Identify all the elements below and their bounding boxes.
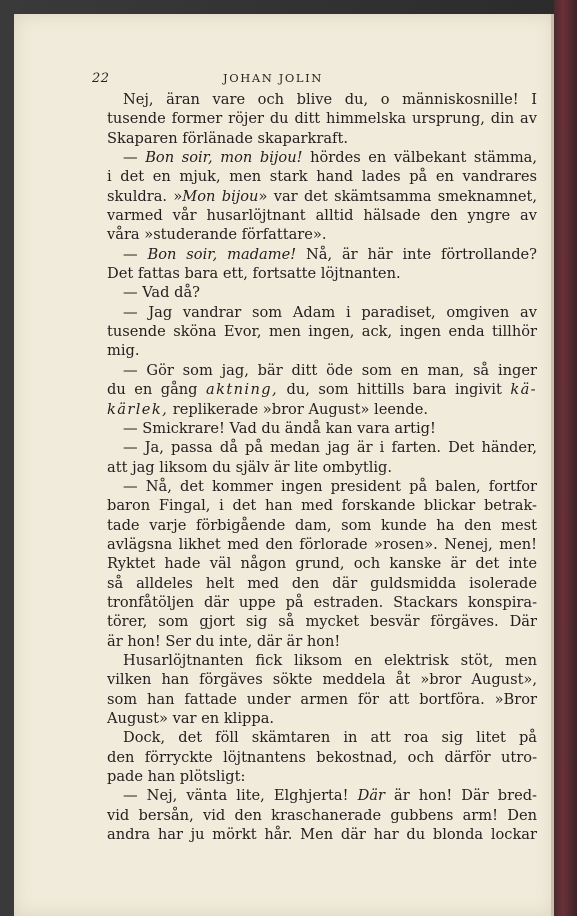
text-run: — Vad då? xyxy=(123,284,200,302)
text-line xyxy=(107,322,537,341)
text-line xyxy=(107,806,537,825)
text-line xyxy=(107,574,537,593)
text-line xyxy=(107,187,537,206)
text-line xyxy=(107,245,537,264)
text-line xyxy=(107,458,537,477)
text-line xyxy=(107,225,537,244)
text-run: mig. xyxy=(107,342,140,360)
text-run: vid bersån, vid den kraschanerade gubbens arm! Den xyxy=(107,806,537,824)
text-run: — xyxy=(123,149,146,167)
emphasized-text: aktning, xyxy=(206,381,279,399)
text-run: våra »studerande författare». xyxy=(107,226,327,244)
text-run: skuldra. » xyxy=(107,187,183,205)
text-run: Dock, det föll skämtaren in att roa sig litet på xyxy=(123,729,537,747)
text-run: baron Fingal, i det han med forskande blickar betrak- xyxy=(107,497,537,515)
text-run: Nej, äran vare och blive du, o människosnille! I xyxy=(123,91,537,108)
text-run: som han fattade under armen för att bortföra. »Bror xyxy=(107,690,537,708)
text-run: — Nej, vänta lite, Elghjerta! xyxy=(123,787,358,805)
text-line xyxy=(107,496,537,515)
text-run: » var det skämtsamma smeknamnet, xyxy=(258,187,537,205)
page-number: 22 xyxy=(92,71,110,86)
text-line xyxy=(107,283,537,302)
text-line xyxy=(107,477,537,496)
text-line xyxy=(107,670,537,689)
text-line xyxy=(107,361,537,380)
text-line xyxy=(107,651,537,670)
emphasized-text: Bon soir, madame! xyxy=(147,245,297,263)
text-run: att jag liksom du själv är lite ombytlig. xyxy=(107,458,393,476)
text-line xyxy=(107,632,537,651)
text-run: i det en mjuk, men stark hand lades på en vandrares xyxy=(107,168,537,186)
text-run: hördes en välbekant stämma, xyxy=(302,149,537,167)
text-line xyxy=(107,400,537,419)
text-run: — Smickrare! Vad du ändå kan vara artig! xyxy=(123,419,436,437)
book-spine xyxy=(554,0,577,916)
text-line xyxy=(107,748,537,767)
text-run: Nå, är här inte förtrollande? xyxy=(296,245,537,263)
emphasized-text: kärlek, xyxy=(107,400,169,418)
text-run: August» var en klippa. xyxy=(107,710,275,727)
text-line xyxy=(107,206,537,225)
text-run: tusende former röjer du ditt himmelska ursprung, din av xyxy=(107,110,537,128)
text-line xyxy=(107,728,537,747)
text-line xyxy=(107,129,537,148)
text-line xyxy=(107,341,537,360)
text-run: — Gör som jag, bär ditt öde som en man, så inger xyxy=(123,361,537,379)
text-line xyxy=(107,438,537,457)
text-run: vilken han förgäves sökte meddela åt »bror August», xyxy=(107,671,537,689)
page-header xyxy=(92,71,454,87)
text-line xyxy=(107,264,537,283)
text-run: du, som hittills bara ingivit xyxy=(278,381,511,399)
text-line xyxy=(107,90,537,109)
text-line xyxy=(107,419,537,438)
text-run: Husarlöjtnanten fick liksom en elektrisk stöt, men xyxy=(123,651,537,669)
text-run: törer, som gjort sig så mycket besvär förgäves. Där xyxy=(107,613,537,631)
text-run: — Ja, passa då på medan jag är i farten. Det händer, xyxy=(123,439,537,457)
text-run: tronfåtöljen där uppe på estraden. Stackars konspira- xyxy=(107,593,537,611)
emphasized-text: Bon soir, mon bijou! xyxy=(145,149,303,167)
page-edge xyxy=(551,14,554,916)
text-run: varmed vår husarlöjtnant alltid hälsade den yngre av xyxy=(107,207,537,225)
text-run: avlägsna likhet med den förlorade »rosen». Nenej, men! xyxy=(107,535,537,553)
text-line xyxy=(107,109,537,128)
text-line xyxy=(107,767,537,786)
text-run: replikerade »bror August» leende. xyxy=(168,400,429,418)
text-run: — Jag vandrar som Adam i paradiset, omgiven av xyxy=(123,303,537,321)
text-line xyxy=(107,516,537,535)
text-run: andra har ju mörkt hår. Men där har du blonda lockar xyxy=(107,826,537,844)
emphasized-text: Mon bijou xyxy=(182,187,259,205)
text-run: tusende sköna Evor, men ingen, ack, ingen enda tillhör xyxy=(107,323,537,341)
emphasized-text: Där xyxy=(357,787,385,805)
text-run: den förryckte löjtnantens bekostnad, och därför utro- xyxy=(107,748,537,766)
text-line xyxy=(107,709,537,728)
text-run: Ryktet hade väl någon grund, och kanske är det inte xyxy=(107,555,537,573)
text-line xyxy=(107,554,537,573)
text-line xyxy=(107,786,537,805)
text-run: Skaparen förlänade skaparkraft. xyxy=(107,129,348,147)
text-line xyxy=(107,303,537,322)
emphasized-text: kä- xyxy=(510,381,538,399)
text-line xyxy=(107,380,537,399)
text-run: — xyxy=(123,245,148,263)
text-run: Det fattas bara ett, fortsatte löjtnanten. xyxy=(107,265,401,283)
text-run: tade varje förbigående dam, som kunde ha den mest xyxy=(107,516,537,534)
text-run: så alldeles helt med den där guldsmidda isolerade xyxy=(107,574,537,592)
text-line xyxy=(107,690,537,709)
text-line xyxy=(107,148,537,167)
text-run: du en gång xyxy=(107,381,207,399)
text-line xyxy=(107,535,537,554)
text-run: — Nå, det kommer ingen president på balen, fortfor xyxy=(123,477,537,495)
body-text xyxy=(107,90,537,844)
running-head: JOHAN JOLIN xyxy=(223,71,323,85)
text-run: pade han plötsligt: xyxy=(107,768,246,786)
text-run: är hon! Ser du inte, där är hon! xyxy=(107,632,341,650)
text-run: är hon! Där bred- xyxy=(384,787,537,805)
text-line xyxy=(107,167,537,186)
text-line xyxy=(107,825,537,844)
text-line xyxy=(107,612,537,631)
text-line xyxy=(107,593,537,612)
